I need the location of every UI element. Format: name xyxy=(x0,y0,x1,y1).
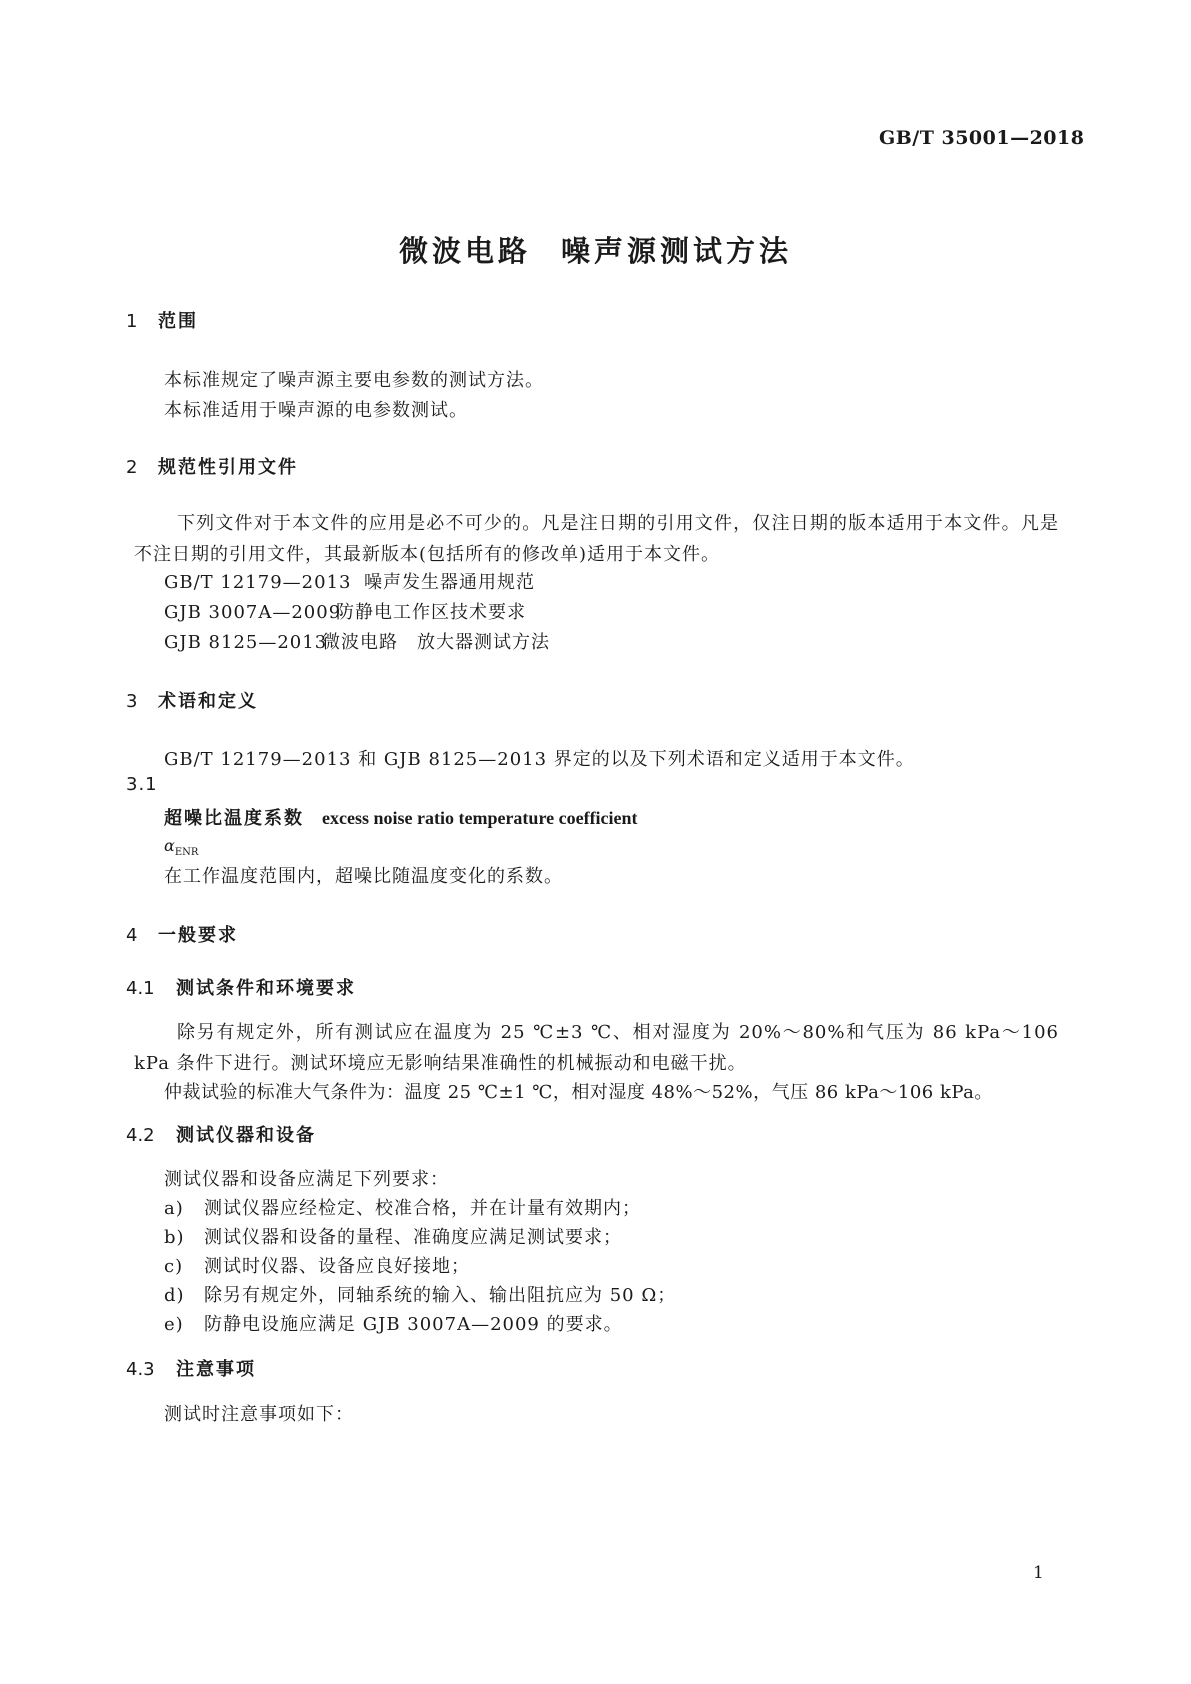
list-item xyxy=(164,1252,470,1278)
section-3-heading xyxy=(126,687,258,713)
section-number: 2 xyxy=(126,457,138,478)
section-4-1-heading xyxy=(126,974,356,1000)
paragraph: 下列文件对于本文件的应用是必不可少的。凡是注日期的引用文件，仅注日期的版本适用于本文件。凡是不注日期的引用文件，其最新版本(包括所有的修改单)适用于本文件。 xyxy=(134,513,1059,565)
section-4-2-heading xyxy=(126,1121,316,1147)
section-1-heading xyxy=(126,307,198,333)
reference-item xyxy=(164,568,535,594)
list-text: 防静电设施应满足 GJB 3007A—2009 的要求。 xyxy=(204,1314,623,1335)
symbol-alpha: α xyxy=(164,836,175,855)
list-label: a) xyxy=(164,1198,184,1219)
term-definition: 在工作温度范围内，超噪比随温度变化的系数。 xyxy=(164,866,563,887)
term-english: excess noise ratio temperature coefficient xyxy=(322,808,638,828)
paragraph: 本标准适用于噪声源的电参数测试。 xyxy=(164,400,468,421)
paragraph: 除另有规定外，所有测试应在温度为 25 ℃±3 ℃、相对湿度为 20%～80%和气压为 86 kPa～106 kPa 条件下进行。测试环境应无影响结果准确性的机械振动和电磁干扰。 xyxy=(134,1022,1059,1074)
section-title: 规范性引用文件 xyxy=(158,457,298,478)
list-text: 除另有规定外，同轴系统的输入、输出阻抗应为 50 Ω； xyxy=(204,1285,677,1306)
list-item xyxy=(164,1310,623,1336)
term-number: 3.1 xyxy=(126,774,158,795)
section-number: 4.1 xyxy=(126,978,155,999)
page-number: 1 xyxy=(1033,1563,1044,1583)
paragraph: 本标准规定了噪声源主要电参数的测试方法。 xyxy=(164,370,544,391)
section-number: 4.3 xyxy=(126,1359,155,1380)
title-part1: 微波电路 xyxy=(398,234,531,268)
paragraph: 测试仪器和设备应满足下列要求： xyxy=(164,1169,449,1190)
list-label: b) xyxy=(164,1227,185,1248)
section-title: 注意事项 xyxy=(176,1359,256,1380)
reference-code: GJB 3007A—2009 xyxy=(164,602,342,623)
list-text: 测试仪器和设备的量程、准确度应满足测试要求； xyxy=(204,1227,622,1248)
section-number: 4.2 xyxy=(126,1125,155,1146)
reference-item xyxy=(164,628,550,654)
reference-code: GB/T 12179—2013 xyxy=(164,572,352,593)
list-label: e) xyxy=(164,1314,184,1335)
paragraph: 测试时注意事项如下： xyxy=(164,1404,354,1425)
paragraph: GB/T 12179—2013 和 GJB 8125—2013 界定的以及下列术语和定义适用于本文件。 xyxy=(164,749,915,770)
section-title: 一般要求 xyxy=(158,925,238,946)
symbol-subscript: ENR xyxy=(174,847,199,859)
list-label: d) xyxy=(164,1285,185,1306)
section-title: 范围 xyxy=(158,311,198,332)
reference-title: 防静电工作区技术要求 xyxy=(336,602,526,623)
list-item xyxy=(164,1223,622,1249)
list-item xyxy=(164,1194,641,1220)
standard-number: GB/T 35001—2018 xyxy=(879,127,1085,149)
section-number: 1 xyxy=(126,311,138,332)
reference-code: GJB 8125—2013 xyxy=(164,632,328,653)
section-title: 术语和定义 xyxy=(158,691,258,712)
reference-title: 噪声发生器通用规范 xyxy=(364,572,535,593)
section-2-heading xyxy=(126,453,298,479)
list-text: 测试仪器应经检定、校准合格，并在计量有效期内； xyxy=(204,1198,641,1219)
section-title: 测试条件和环境要求 xyxy=(176,978,356,999)
list-item xyxy=(164,1281,676,1307)
paragraph: 仲裁试验的标准大气条件为：温度 25 ℃±1 ℃，相对湿度 48%～52%，气压 86 kPa～106 kPa。 xyxy=(164,1082,993,1103)
term-symbol xyxy=(164,836,198,858)
reference-item xyxy=(164,598,526,624)
title-part2: 噪声源测试方法 xyxy=(561,234,793,268)
list-label: c) xyxy=(164,1256,184,1277)
term-entry xyxy=(164,804,638,830)
section-title: 测试仪器和设备 xyxy=(176,1125,316,1146)
reference-title: 微波电路 放大器测试方法 xyxy=(322,632,550,653)
document-title xyxy=(0,229,1191,270)
list-text: 测试时仪器、设备应良好接地； xyxy=(204,1256,470,1277)
section-4-3-heading xyxy=(126,1355,256,1381)
term-chinese: 超噪比温度系数 xyxy=(164,808,304,829)
section-number: 4 xyxy=(126,925,138,946)
section-4-heading xyxy=(126,921,238,947)
section-number: 3 xyxy=(126,691,138,712)
